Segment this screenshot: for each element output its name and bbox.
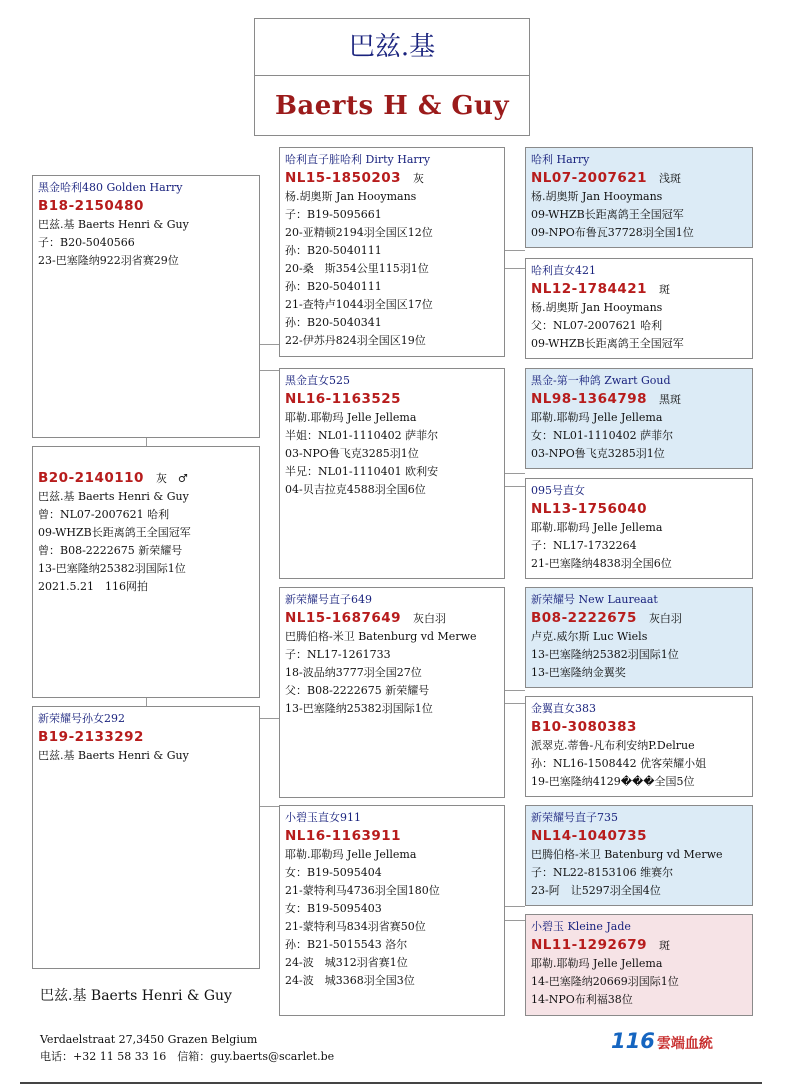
pigeon-title: 095号直女 <box>531 484 585 497</box>
subject-box <box>32 446 260 698</box>
detail-line: 13-巴塞隆纳25382羽国际1位 <box>531 648 679 661</box>
detail-line: 21-查特卢1044羽全国区17位 <box>285 298 433 311</box>
logo-number: 116 <box>611 1029 655 1053</box>
pigeon-title: 新荣耀号孙女292 <box>38 712 125 725</box>
detail-line: 14-巴塞隆纳20669羽国际1位 <box>531 975 679 988</box>
ring-number: B19-2133292 <box>38 729 144 745</box>
ring-number: B08-2222675 灰白羽 <box>531 610 682 626</box>
detail-line: 派翠克.蒂鲁-凡布利安纳P.Delrue <box>531 739 695 752</box>
detail-line: 孙：B20-5040111 <box>285 244 382 257</box>
connector-sire-dam <box>259 370 280 371</box>
ring-number: NL14-1040735 <box>531 828 648 844</box>
connector-g2-1a <box>504 250 525 251</box>
connector-g2-2a <box>504 473 525 474</box>
detail-line: 巴兹.基 Baerts Henri & Guy <box>38 490 189 503</box>
detail-line: 巴腾伯格-米卫 Batenburg vd Merwe <box>285 630 477 643</box>
ring-number: NL12-1784421 斑 <box>531 281 671 297</box>
ring-number: NL07-2007621 浅斑 <box>531 170 682 186</box>
granddam-dam-box <box>279 805 505 1016</box>
ring-number: B20-2140110 灰 ♂ <box>38 470 188 486</box>
pigeon-title: 黑金-第一种鸽 Zwart Goud <box>531 374 671 387</box>
detail-line: 半姐：NL01-1110402 萨菲尔 <box>285 429 439 442</box>
detail-line: 24-波 城3368羽全国3位 <box>285 974 415 987</box>
pigeon-title: 新荣耀号直子649 <box>285 593 372 606</box>
pigeon-title: 金翼直女383 <box>531 702 596 715</box>
bottom-divider <box>20 1082 762 1084</box>
detail-line: 09-WHZB长距离鸽王全国冠军 <box>531 208 684 221</box>
detail-line: 半兄：NL01-1110401 欧利安 <box>285 465 439 478</box>
ggp-1-box <box>525 147 753 248</box>
detail-line: 曾：B08-2222675 新荣耀号 <box>38 544 183 557</box>
detail-line: 孙：NL16-1508442 优客荣耀小姐 <box>531 757 707 770</box>
sire-box <box>32 175 260 438</box>
pigeon-title: 黑金哈利480 Golden Harry <box>38 181 183 194</box>
connector-g2-1b <box>504 268 525 269</box>
connector-g2-3b <box>504 703 525 704</box>
site-logo <box>611 1029 713 1053</box>
detail-line: 耶勒.耶勒玛 Jelle Jellema <box>531 411 663 424</box>
detail-line: 20-亚精顿2194羽全国区12位 <box>285 226 433 239</box>
detail-line: 13-巴塞隆纳金翼奖 <box>531 666 626 679</box>
detail-line: 孙：B20-5040341 <box>285 316 382 329</box>
detail-line: 03-NPO鲁飞克3285羽1位 <box>531 447 665 460</box>
pigeon-title: 哈利 Harry <box>531 153 590 166</box>
connector-g2-4a <box>504 906 525 907</box>
detail-line: 孙：B21-5015543 洛尔 <box>285 938 408 951</box>
ring-number: NL16-1163525 <box>285 391 402 407</box>
detail-line: 13-巴塞隆纳25382羽国际1位 <box>38 562 186 575</box>
detail-line: 父：B08-2222675 新荣耀号 <box>285 684 430 697</box>
detail-line: 2021.5.21 116网拍 <box>38 580 148 593</box>
ring-number: B10-3080383 <box>531 719 637 735</box>
ring-number: NL13-1756040 <box>531 501 648 517</box>
detail-line: 耶勒.耶勒玛 Jelle Jellema <box>285 411 417 424</box>
owner-name: 巴兹.基 Baerts Henri & Guy <box>40 988 232 1004</box>
detail-line: 03-NPO鲁飞克3285羽1位 <box>285 447 419 460</box>
detail-line: 耶勒.耶勒玛 Jelle Jellema <box>531 957 663 970</box>
detail-line: 巴腾伯格-米卫 Batenburg vd Merwe <box>531 848 723 861</box>
detail-line: 09-WHZB长距离鸽王全国冠军 <box>531 337 684 350</box>
ggp-6-box <box>525 696 753 797</box>
ring-number: B18-2150480 <box>38 198 144 214</box>
title-box <box>254 18 530 136</box>
ggp-7-box <box>525 805 753 906</box>
ring-number: NL15-1687649 灰白羽 <box>285 610 447 626</box>
detail-line: 巴兹.基 Baerts Henri & Guy <box>38 218 189 231</box>
detail-line: 21-蒙特利马834羽省赛50位 <box>285 920 426 933</box>
detail-line: 09-NPO布鲁瓦37728羽全国1位 <box>531 226 694 239</box>
ggp-4-box <box>525 478 753 579</box>
ring-number: NL11-1292679 斑 <box>531 937 671 953</box>
detail-line: 耶勒.耶勒玛 Jelle Jellema <box>285 848 417 861</box>
title-chinese: 巴兹.基 <box>255 19 529 76</box>
detail-line: 21-巴塞隆纳4838羽全国6位 <box>531 557 672 570</box>
detail-line: 女：NL01-1110402 萨菲尔 <box>531 429 674 442</box>
detail-line: 父：NL07-2007621 哈利 <box>531 319 663 332</box>
ggp-2-box <box>525 258 753 359</box>
connector-dam-sire <box>259 718 280 719</box>
ggp-3-box <box>525 368 753 469</box>
detail-line: 子：NL17-1261733 <box>285 648 391 661</box>
detail-line: 19-巴塞隆纳4129���全国5位 <box>531 775 695 788</box>
pigeon-title: 哈利直女421 <box>531 264 596 277</box>
detail-line: 卢克.威尔斯 Luc Wiels <box>531 630 648 643</box>
dam-box <box>32 706 260 969</box>
contact-line: 电话：+32 11 58 33 16 信箱：guy.baerts@scarlet.be <box>40 1050 335 1063</box>
detail-line: 杨.胡奥斯 Jan Hooymans <box>285 190 417 203</box>
ggp-8-box <box>525 914 753 1016</box>
detail-line: 曾：NL07-2007621 哈利 <box>38 508 170 521</box>
detail-line: 13-巴塞隆纳25382羽国际1位 <box>285 702 433 715</box>
detail-line: 巴兹.基 Baerts Henri & Guy <box>38 749 189 762</box>
detail-line: 24-波 城312羽省赛1位 <box>285 956 408 969</box>
connector-sire-sire <box>259 344 280 345</box>
connector-g2-2b <box>504 486 525 487</box>
detail-line: 04-贝吉拉克4588羽全国6位 <box>285 483 426 496</box>
detail-line: 23-巴塞隆纳922羽省赛29位 <box>38 254 179 267</box>
detail-line: 20-桑 斯354公里115羽1位 <box>285 262 429 275</box>
title-english: Baerts H & Guy <box>274 91 510 121</box>
detail-line: 杨.胡奥斯 Jan Hooymans <box>531 190 663 203</box>
detail-line: 子：NL17-1732264 <box>531 539 637 552</box>
contact-block <box>40 1031 334 1065</box>
pigeon-title: 新荣耀号 New Laureaat <box>531 593 658 606</box>
connector-g2-4b <box>504 920 525 921</box>
ring-number: NL15-1850203 灰 <box>285 170 425 186</box>
detail-line: 女：B19-5095404 <box>285 866 382 879</box>
address-line: Verdaelstraat 27,3450 Grazen Belgium <box>40 1033 258 1046</box>
detail-line: 子：B19-5095661 <box>285 208 382 221</box>
connector-dam-dam <box>259 806 280 807</box>
detail-line: 子：B20-5040566 <box>38 236 135 249</box>
pigeon-title: 哈利直子脏哈利 Dirty Harry <box>285 153 431 166</box>
detail-line: 杨.胡奥斯 Jan Hooymans <box>531 301 663 314</box>
granddam-sire-box <box>279 368 505 579</box>
detail-line: 耶勒.耶勒玛 Jelle Jellema <box>531 521 663 534</box>
detail-line: 18-波品纳3777羽全国27位 <box>285 666 422 679</box>
detail-line: 女：B19-5095403 <box>285 902 382 915</box>
grandsire-dam-box <box>279 587 505 798</box>
detail-line: 14-NPO布利福38位 <box>531 993 633 1006</box>
ring-number: NL98-1364798 黑斑 <box>531 391 682 407</box>
logo-text: 雲端血統 <box>656 1036 713 1052</box>
connector-g2-3a <box>504 690 525 691</box>
detail-line: 21-蒙特利马4736羽全国180位 <box>285 884 440 897</box>
pigeon-title: 小碧玉直女911 <box>285 811 361 824</box>
pigeon-title: 黑金直女525 <box>285 374 350 387</box>
detail-line: 09-WHZB长距离鸽王全国冠军 <box>38 526 191 539</box>
grandsire-sire-box <box>279 147 505 357</box>
ggp-5-box <box>525 587 753 688</box>
detail-line: 22-伊苏丹824羽全国区19位 <box>285 334 426 347</box>
detail-line: 子：NL22-8153106 维赛尔 <box>531 866 674 879</box>
pigeon-title: 小碧玉 Kleine Jade <box>531 920 631 933</box>
detail-line: 孙：B20-5040111 <box>285 280 382 293</box>
ring-number: NL16-1163911 <box>285 828 402 844</box>
pigeon-title: 新荣耀号直子735 <box>531 811 618 824</box>
detail-line: 23-阿 让5297羽全国4位 <box>531 884 661 897</box>
